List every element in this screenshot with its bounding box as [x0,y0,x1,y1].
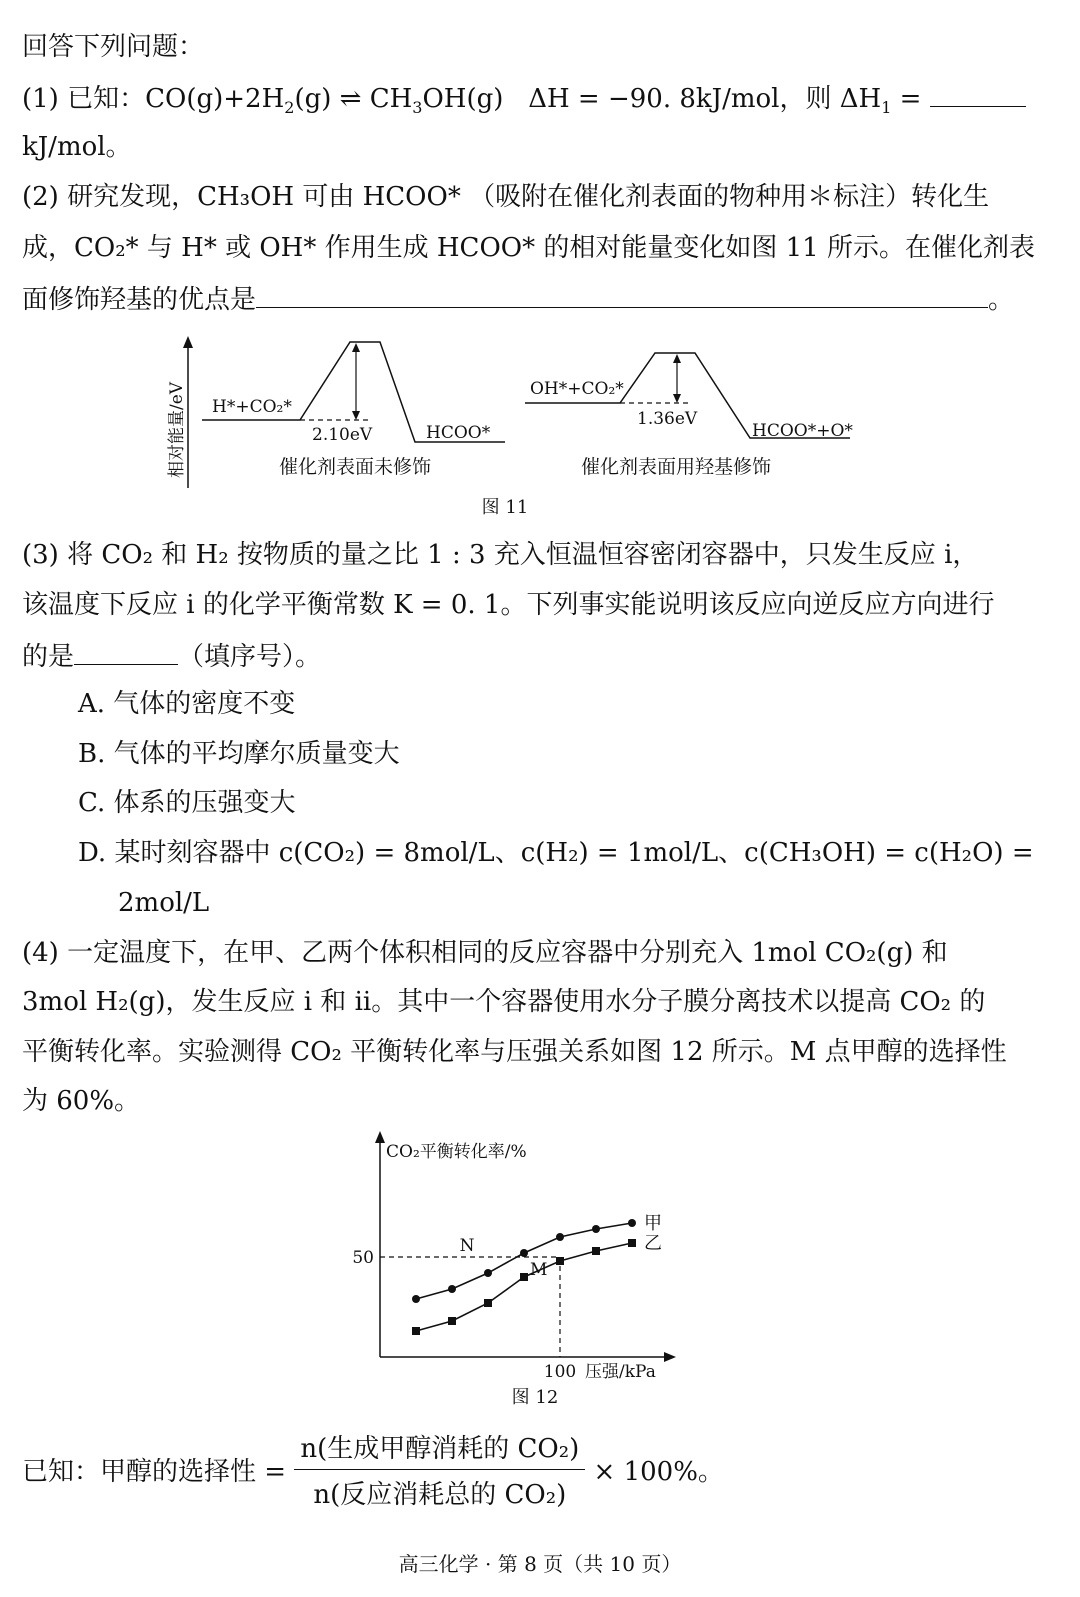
fig12-point-s2-3 [520,1273,528,1281]
fig11-left-end: HCOO* [426,423,491,443]
fig12-point-s1-5 [592,1225,600,1233]
fig12-point-label-M: M [530,1260,548,1280]
question-3-line2: 该温度下反应 i 的化学平衡常数 K = 0. 1。下列事实能说明该反应向逆反应方向进行 [22,590,995,620]
question-4-line2: 3mol H₂(g)，发生反应 i 和 ii。其中一个容器使用水分子膜分离技术以提高 CO₂ 的 [22,987,986,1017]
fig12-point-s1-4 [556,1233,564,1241]
fig12-point-label-N: N [459,1236,475,1256]
question-2-line3 [22,281,1014,317]
q1-arrow: ⇌ [339,84,362,114]
question-2-line1 [22,180,989,214]
q3-option-d: D. 某时刻容器中 c(CO₂) = 8mol/L、c(H₂) = 1mol/L、c(CH₃OH) = c(H₂O) = [78,838,1034,868]
q4-text-line1: 一定温度下，在甲、乙两个体积相同的反应容器中分别充入 1mol CO₂(g) 和 [67,938,948,968]
q2-text-line1: 研究发现，CH₃OH 可由 HCOO* （吸附在催化剂表面的物种用＊标注）转化生 [67,182,990,212]
section-header: 回答下列问题： [22,32,205,62]
q1-reaction-lhs: CO(g)+2H [145,84,285,114]
q3-line3-a: 的是 [22,642,75,672]
fig12-xtick-label: 100 [543,1362,577,1382]
fig11-left-caption: 催化剂表面未修饰 [278,456,432,478]
formula-prefix: 已知：甲醇的选择性 = [22,1457,287,1487]
q1-intro: 已知： [67,84,146,114]
fig12-point-s2-4 [556,1257,564,1265]
page-footer: 高三化学 · 第 8 页（共 10 页） [398,1552,682,1576]
fig12-point-s1-1 [448,1285,456,1293]
q3-label: (3) [22,540,59,570]
fig12-xlabel: 压强/kPa [585,1362,656,1382]
formula-numerator: n(生成甲醇消耗的 CO₂) [294,1428,585,1470]
q2-text-line3: 面修饰羟基的优点是 [22,285,257,315]
question-3-line3 [22,638,321,674]
q2-answer-blank[interactable] [256,281,988,308]
fig11-left-start: H*+CO₂* [212,397,292,417]
fig12-point-s1-6 [628,1219,636,1227]
fig11-ylabel: 相对能量/eV [167,381,187,479]
question-3-line1 [22,538,978,572]
q1-dh-text: ΔH = −90. 8kJ/mol，则 ΔH [528,84,882,114]
fig12-point-s2-5 [592,1247,600,1255]
formula-denominator: n(反应消耗总的 CO₂) [313,1480,567,1510]
fig11-right-caption: 催化剂表面用羟基修饰 [580,456,772,478]
q1-reaction-rhs: CH [369,84,413,114]
fig12-legend-1: 甲 [644,1213,662,1234]
fig12-point-s2-1 [448,1317,456,1325]
formula-fraction [294,1428,585,1511]
fig12-caption: 图 12 [511,1387,559,1408]
q1-label: (1) [22,84,59,114]
selectivity-formula [22,1428,724,1511]
question-4-line1 [22,936,948,970]
q3-answer-blank[interactable] [74,638,178,665]
q2-line3-end: 。 [988,285,1015,315]
q2-label: (2) [22,182,59,212]
question-4-line4: 为 60%。 [22,1086,141,1116]
q1-rhs-tail: OH(g) [422,84,504,114]
formula-suffix: × 100%。 [593,1457,724,1487]
question-1: (1) 已知：$CO(g)+2H_2(g)$ ⇌ $CH_3OH(g)$ ΔH = −90. 8kJ/mol，则 $\Delta H_1$ = [22,80,1026,125]
fig12-point-s2-6 [628,1239,636,1247]
fig12-legend-2: 乙 [644,1233,662,1254]
question-2-line2: 成，CO₂* 与 H* 或 OH* 作用生成 HCOO* 的相对能量变化如图 11 所示。在催化剂表 [22,233,1035,263]
q3-option-a: A. 气体的密度不变 [78,689,296,719]
fig12-point-s2-0 [412,1327,420,1335]
q3-option-d-cont: 2mol/L [118,888,210,918]
fig12-point-s1-0 [412,1295,420,1303]
q1-dh-tail: = [891,84,922,114]
q4-label: (4) [22,938,59,968]
q1-h2-state: (g) [294,84,332,114]
figure-11 [160,330,880,525]
q1-answer-blank[interactable] [930,80,1026,107]
fig12-point-s2-2 [484,1299,492,1307]
q3-option-b: B. 气体的平均摩尔质量变大 [78,739,400,769]
fig11-left-barrier: 2.10eV [312,425,373,445]
q3-option-c: C. 体系的压强变大 [78,788,296,818]
fig12-ytick-label: 50 [352,1248,374,1268]
q3-line3-b: （填序号）。 [178,642,322,672]
fig11-right-start: OH*+CO₂* [530,379,624,399]
fig12-point-s1-2 [484,1269,492,1277]
q1-unit: kJ/mol。 [22,132,132,162]
fig11-right-end: HCOO*+O* [752,421,853,441]
fig11-right-barrier: 1.36eV [637,409,698,429]
fig12-point-s1-3 [520,1249,528,1257]
question-4-line3: 平衡转化率。实验测得 CO₂ 平衡转化率与压强关系如图 12 所示。M 点甲醇的选择性 [22,1037,1007,1067]
fig11-caption: 图 11 [481,497,529,518]
q3-text-line1: 将 CO₂ 和 H₂ 按物质的量之比 1 : 3 充入恒温恒容密闭容器中，只发生反应 i， [67,540,979,570]
fig12-ylabel: CO₂平衡转化率/% [386,1142,527,1162]
figure-12-chart [330,1125,710,1420]
